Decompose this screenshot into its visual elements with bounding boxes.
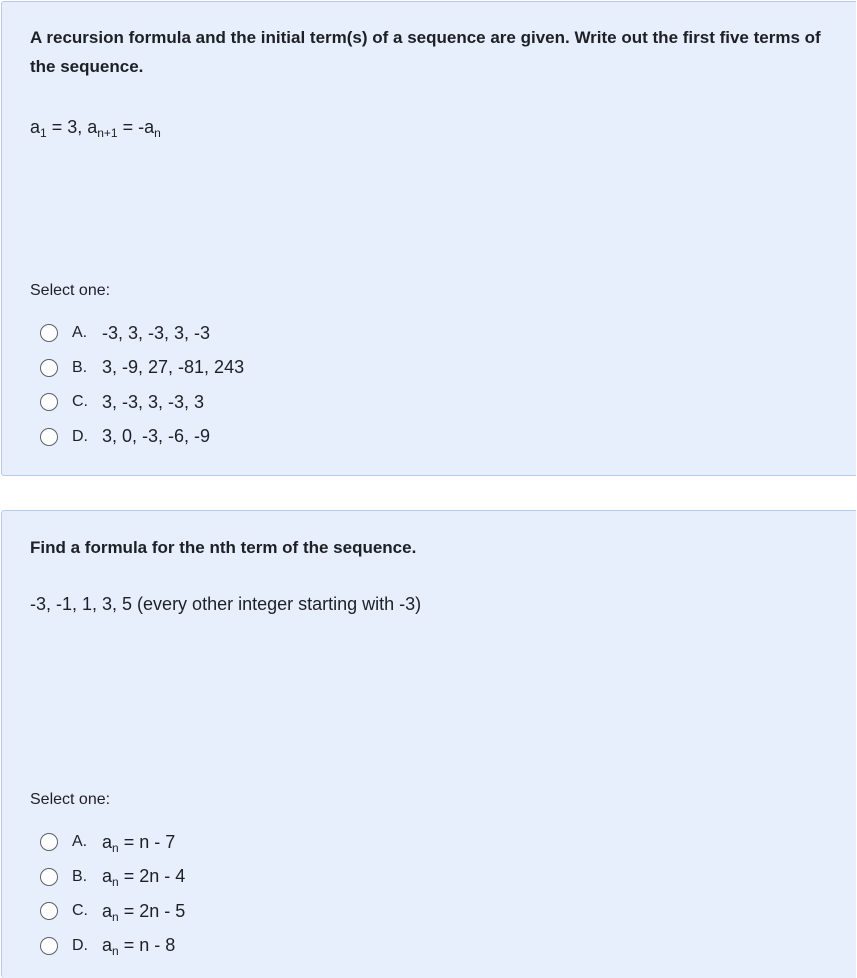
option-d[interactable] [40, 420, 244, 455]
option-letter: A. [72, 833, 88, 851]
radio-button[interactable] [40, 937, 58, 955]
answer-options [40, 316, 244, 454]
recursion-formula: $a_1 = 3$, $a_{n+1} = -a_n$ [30, 117, 161, 140]
option-b[interactable] [40, 860, 185, 895]
option-text: -3, 3, -3, 3, -3 [102, 322, 211, 343]
option-text: 3, -9, 27, -81, 243 [102, 357, 245, 378]
option-b[interactable] [40, 351, 244, 386]
radio-button[interactable] [40, 393, 58, 411]
option-text: $a_n = n - 7$ [102, 831, 176, 855]
sequence-terms: -3, -1, 1, 3, 5 (every other integer starting with -3) [30, 594, 422, 614]
answer-options [40, 825, 185, 963]
option-c[interactable] [40, 894, 185, 929]
option-letter: C. [72, 902, 88, 920]
radio-button[interactable] [40, 428, 58, 446]
option-text: $a_n = n - 8$ [102, 935, 176, 959]
select-one-label: Select one: [30, 282, 111, 299]
question-prompt: Find a formula for the nth term of the sequence. [30, 538, 417, 557]
option-d[interactable] [40, 929, 185, 964]
question-card-1 [1, 1, 856, 476]
option-letter: C. [72, 393, 88, 411]
radio-button[interactable] [40, 359, 58, 377]
option-a[interactable] [40, 825, 185, 860]
option-text: 3, -3, 3, -3, 3 [102, 391, 205, 412]
option-c[interactable] [40, 385, 244, 420]
radio-button[interactable] [40, 324, 58, 342]
select-one-label: Select one: [30, 791, 111, 808]
option-letter: A. [72, 324, 88, 342]
option-letter: B. [72, 867, 88, 885]
option-letter: D. [72, 936, 88, 954]
option-text: 3, 0, -3, -6, -9 [102, 426, 211, 447]
option-letter: D. [72, 427, 88, 445]
question-prompt: A recursion formula and the initial term(s) of a sequence are given. Write out the first five terms of the sequence. [30, 28, 821, 76]
question-card-2 [1, 510, 856, 978]
option-letter: B. [72, 358, 88, 376]
option-a[interactable] [40, 316, 244, 351]
radio-button[interactable] [40, 902, 58, 920]
option-text: $a_n = 2n - 4$ [102, 866, 186, 890]
radio-button[interactable] [40, 833, 58, 851]
option-text: $a_n = 2n - 5$ [102, 900, 186, 924]
radio-button[interactable] [40, 868, 58, 886]
